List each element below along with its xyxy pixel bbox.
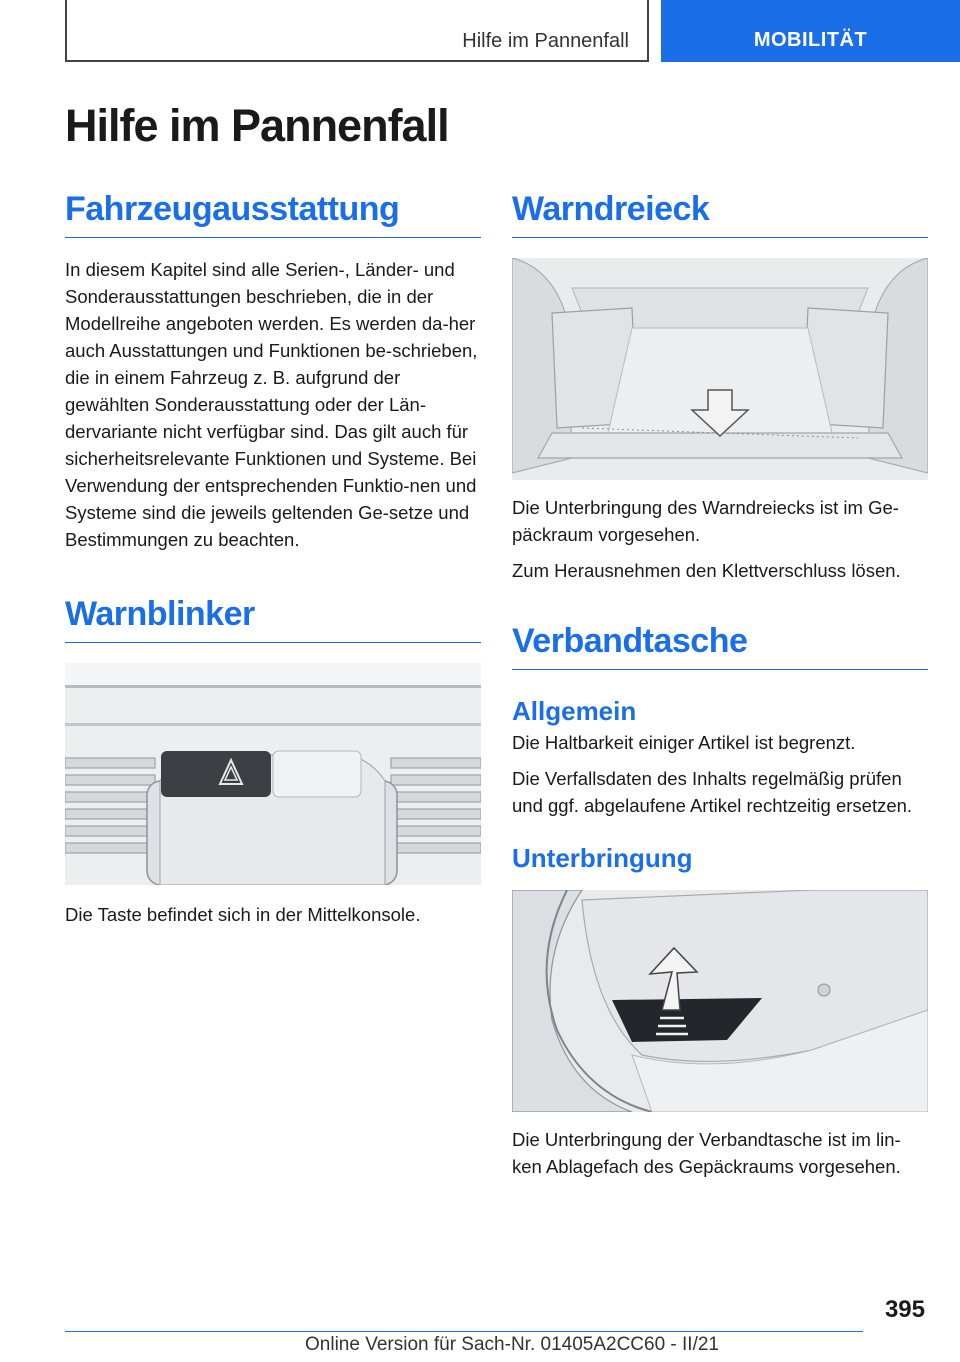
warndreieck-text-2: Zum Herausnehmen den Klettverschluss lösen. (512, 560, 901, 581)
footer-divider (65, 1331, 863, 1332)
heading-verbandtasche: Verbandtasche (512, 622, 928, 670)
heading-allgemein: Allgemein (512, 696, 637, 726)
online-version-note: Online Version für Sach-Nr. 01405A2CC60 - II/21 (305, 1334, 720, 1355)
header-section-title: Hilfe im Pannenfall (462, 30, 629, 52)
heading-warndreieck: Warndreieck (512, 190, 928, 238)
heading-fahrzeugausstattung: Fahrzeugausstattung (65, 190, 481, 238)
chapter-tab[interactable]: MOBILITÄT (661, 0, 960, 62)
heading-unterbringung: Unterbringung (512, 843, 693, 873)
page-title: Hilfe im Pannenfall (65, 100, 449, 151)
heading-warnblinker: Warnblinker (65, 595, 481, 643)
allgemein-text-1: Die Haltbarkeit einiger Artikel ist begrenzt. (512, 732, 856, 753)
unterbringung-text: Die Unterbringung der Verbandtasche ist im lin-ken Ablagefach des Gepäckraums vorgesehen. (512, 1129, 901, 1177)
left-column (65, 190, 481, 928)
hazard-switch-figure (65, 663, 481, 885)
first-aid-kit-compartment-figure (512, 890, 928, 1112)
warnblinker-caption: Die Taste befindet sich in der Mittelkonsole. (65, 904, 421, 925)
warndreieck-text-1: Die Unterbringung des Warndreiecks ist im Ge-päckraum vorgesehen. (512, 497, 899, 545)
header-box (65, 0, 649, 62)
fahrzeugausstattung-text: In diesem Kapitel sind alle Serien-, Länder- und Sonderausstattungen beschrieben, die in der Modellreihe angeboten werden. Es werden da-her auch Ausstattungen und Funktionen be-schrieben, die in einem Fahrzeug z. B. aufgrund der gewählten Sonderausstattung oder der Län-dervariante nicht verfügbar sind. Das gilt auch für sicherheitsrelevante Funktionen und Systeme. Bei Verwendung der entsprechenden Funktio-nen und Systeme sind die jeweils geltenden Ge-setze und Bestimmungen zu beachten. (65, 259, 478, 550)
page-number: 395 (884, 1296, 925, 1323)
right-column (512, 190, 928, 1180)
allgemein-text-2: Die Verfallsdaten des Inhalts regelmäßig prüfen und ggf. abgelaufene Artikel rechtzeitig ersetzen. (512, 768, 913, 816)
trunk-warning-triangle-figure (512, 258, 928, 480)
